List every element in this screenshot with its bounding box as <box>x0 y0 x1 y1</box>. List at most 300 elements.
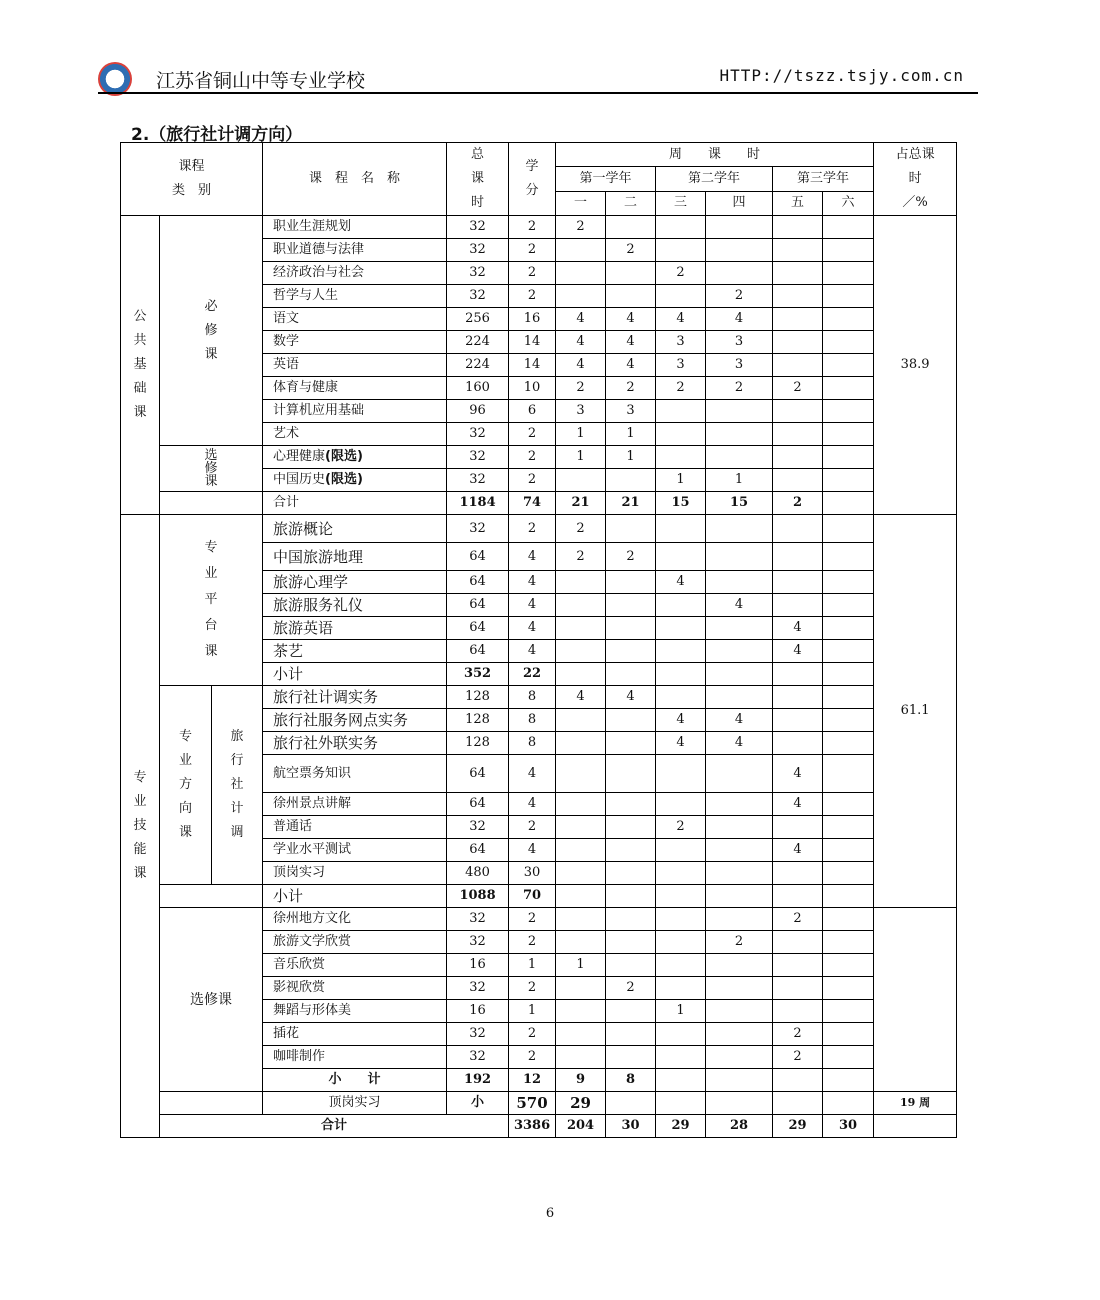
week-hours-cell <box>823 686 874 709</box>
week-hours-cell: 2 <box>706 377 773 400</box>
week-hours-cell: 六 <box>823 191 874 215</box>
total-hours: 128 <box>447 709 509 732</box>
week-hours-cell <box>706 663 773 686</box>
week-hours-cell: 4 <box>773 793 823 816</box>
week-hours-cell <box>823 885 874 908</box>
credits: 4 <box>509 594 556 617</box>
section-title: 2.（旅行社计调方向） <box>131 125 303 145</box>
week-hours-cell <box>874 1115 957 1138</box>
week-hours-cell <box>773 885 823 908</box>
course-name <box>263 469 447 492</box>
total-hours: 64 <box>447 571 509 594</box>
table-row <box>121 143 957 167</box>
total-hours: 32 <box>447 1046 509 1069</box>
course-name <box>263 446 447 469</box>
course-name: 旅行社外联实务 <box>263 732 447 755</box>
total-hours: 3386 <box>509 1115 556 1138</box>
week-hours-cell <box>606 262 656 285</box>
week-hours-cell: 29 <box>656 1115 706 1138</box>
week-hours-cell: 2 <box>773 377 823 400</box>
week-hours-cell <box>773 594 823 617</box>
course-name: 合计 <box>263 492 447 515</box>
week-hours-cell: 9 <box>556 1069 606 1092</box>
course-name: 影视欣赏 <box>263 977 447 1000</box>
curriculum-table-body <box>121 143 957 1138</box>
week-hours-cell <box>823 543 874 571</box>
week-hours-cell <box>773 423 823 446</box>
week-hours-cell: 2 <box>656 816 706 839</box>
blank-cell <box>874 908 957 1092</box>
credits: 8 <box>509 709 556 732</box>
week-hours-cell <box>773 262 823 285</box>
credits: 2 <box>509 423 556 446</box>
total-hours: 32 <box>447 977 509 1000</box>
week-hours-cell: 3 <box>656 331 706 354</box>
course-name: 语文 <box>263 308 447 331</box>
week-hours-cell <box>656 1046 706 1069</box>
curriculum-table <box>120 142 957 1138</box>
category-elective-courses: 选修课 <box>160 908 263 1092</box>
credits: 2 <box>509 239 556 262</box>
week-hours-cell: 2 <box>773 1046 823 1069</box>
week-hours-cell <box>556 885 606 908</box>
week-hours-cell <box>706 816 773 839</box>
week-hours-cell <box>773 285 823 308</box>
school-emblem-icon <box>98 62 132 96</box>
week-hours-cell <box>656 908 706 931</box>
week-hours-cell <box>656 954 706 977</box>
week-hours-cell <box>556 755 606 793</box>
week-hours-cell: 4 <box>773 755 823 793</box>
week-hours-cell <box>773 1069 823 1092</box>
week-hours-cell: 2 <box>556 377 606 400</box>
week-hours-cell: 4 <box>556 354 606 377</box>
category-elective: 选 修 课 <box>160 446 263 492</box>
week-hours-cell <box>606 908 656 931</box>
total-hours: 32 <box>447 262 509 285</box>
credits: 2 <box>509 931 556 954</box>
header-year-3: 第三学年 <box>773 167 874 191</box>
total-hours: 192 <box>447 1069 509 1092</box>
week-hours-cell <box>823 1046 874 1069</box>
header-category: 课程 类 别 <box>121 143 263 216</box>
week-hours-cell <box>556 908 606 931</box>
week-hours-cell <box>656 594 706 617</box>
credits: 2 <box>509 1046 556 1069</box>
percentage-public: 38.9 <box>874 216 957 515</box>
total-hours: 32 <box>447 469 509 492</box>
week-hours-cell <box>706 793 773 816</box>
table-row <box>121 492 957 515</box>
table-row <box>121 885 957 908</box>
week-hours-cell <box>656 686 706 709</box>
week-hours-cell: 28 <box>706 1115 773 1138</box>
total-hours: 32 <box>447 816 509 839</box>
credits: 2 <box>509 446 556 469</box>
week-hours-cell <box>823 793 874 816</box>
week-hours-cell <box>823 515 874 543</box>
week-hours-cell <box>773 469 823 492</box>
week-hours-cell <box>823 862 874 885</box>
week-hours-cell <box>773 543 823 571</box>
school-name: 江苏省铜山中等专业学校 <box>156 70 366 92</box>
course-name: 茶艺 <box>263 640 447 663</box>
credits: 30 <box>509 862 556 885</box>
week-hours-cell: 4 <box>706 308 773 331</box>
header-year-1: 第一学年 <box>556 167 656 191</box>
week-hours-cell <box>823 239 874 262</box>
credits: 8 <box>509 732 556 755</box>
week-hours-cell: 30 <box>823 1115 874 1138</box>
week-hours-cell <box>706 571 773 594</box>
week-hours-cell <box>606 285 656 308</box>
credits: 2 <box>509 262 556 285</box>
total-hours: 64 <box>447 617 509 640</box>
week-hours-cell <box>556 469 606 492</box>
week-hours-cell: 4 <box>556 686 606 709</box>
week-hours-cell <box>656 400 706 423</box>
header-weekly-hours: 周 课 时 <box>556 143 874 167</box>
week-hours-cell <box>606 663 656 686</box>
week-hours-cell: 4 <box>606 686 656 709</box>
week-hours-cell <box>823 308 874 331</box>
school-url[interactable]: HTTP://tszz.tsjy.com.cn <box>719 66 964 85</box>
credits: 2 <box>509 977 556 1000</box>
week-hours-cell <box>706 216 773 239</box>
total-hours: 16 <box>447 954 509 977</box>
course-name: 顶岗实习 <box>263 862 447 885</box>
blank-cell <box>160 1092 263 1115</box>
week-hours-cell <box>556 1023 606 1046</box>
week-hours-cell <box>656 1023 706 1046</box>
week-hours-cell <box>823 423 874 446</box>
week-hours-cell <box>656 885 706 908</box>
week-hours-cell <box>656 755 706 793</box>
total-hours: 小 <box>447 1092 509 1115</box>
week-hours-cell <box>823 732 874 755</box>
course-name: 徐州地方文化 <box>263 908 447 931</box>
week-hours-cell <box>823 285 874 308</box>
week-hours-cell <box>706 543 773 571</box>
course-name: 徐州景点讲解 <box>263 793 447 816</box>
week-hours-cell <box>823 1092 874 1115</box>
week-hours-cell <box>823 571 874 594</box>
week-hours-cell <box>556 285 606 308</box>
week-hours-cell <box>773 515 823 543</box>
table-row <box>121 515 957 543</box>
total-hours: 1088 <box>447 885 509 908</box>
credits: 2 <box>509 816 556 839</box>
credits: 1 <box>509 1000 556 1023</box>
week-hours-cell: 四 <box>706 191 773 215</box>
week-hours-cell: 8 <box>606 1069 656 1092</box>
week-hours-cell: 五 <box>773 191 823 215</box>
week-hours-cell <box>606 839 656 862</box>
week-hours-cell: 1 <box>556 954 606 977</box>
week-hours-cell <box>823 469 874 492</box>
week-hours-cell: 3 <box>556 400 606 423</box>
week-hours-cell <box>656 216 706 239</box>
week-hours-cell <box>823 977 874 1000</box>
week-hours-cell <box>773 571 823 594</box>
course-name: 职业生涯规划 <box>263 216 447 239</box>
week-hours-cell <box>556 663 606 686</box>
week-hours-cell <box>823 617 874 640</box>
week-hours-cell <box>606 885 656 908</box>
total-hours: 224 <box>447 354 509 377</box>
total-hours: 32 <box>447 423 509 446</box>
week-hours-cell <box>773 1000 823 1023</box>
course-name: 音乐欣赏 <box>263 954 447 977</box>
week-hours-cell <box>556 1046 606 1069</box>
week-hours-cell <box>773 816 823 839</box>
week-hours-cell <box>706 839 773 862</box>
course-name: 小计 <box>263 885 447 908</box>
credits: 70 <box>509 885 556 908</box>
total-hours: 352 <box>447 663 509 686</box>
week-hours-cell <box>706 617 773 640</box>
credits: 4 <box>509 793 556 816</box>
credits: 14 <box>509 354 556 377</box>
week-hours-cell <box>656 793 706 816</box>
week-hours-cell: 4 <box>556 308 606 331</box>
week-hours-cell: 4 <box>706 732 773 755</box>
week-hours-cell <box>606 640 656 663</box>
week-hours-cell <box>773 400 823 423</box>
week-hours-cell <box>656 862 706 885</box>
week-hours-cell <box>606 594 656 617</box>
week-hours-cell <box>823 492 874 515</box>
credits: 22 <box>509 663 556 686</box>
week-hours-cell: 2 <box>556 515 606 543</box>
week-hours-cell <box>656 285 706 308</box>
total-hours: 32 <box>447 446 509 469</box>
week-hours-cell: 2 <box>606 377 656 400</box>
week-hours-cell <box>706 446 773 469</box>
category-public-basic: 公 共 基 础 课 <box>121 216 160 515</box>
week-hours-cell: 4 <box>606 331 656 354</box>
week-hours-cell <box>823 755 874 793</box>
week-hours-cell <box>823 262 874 285</box>
total-hours: 32 <box>447 908 509 931</box>
course-name: 数学 <box>263 331 447 354</box>
week-hours-cell <box>556 709 606 732</box>
credits: 2 <box>509 285 556 308</box>
week-hours-cell: 2 <box>606 977 656 1000</box>
week-hours-cell: 3 <box>656 354 706 377</box>
category-required: 必 修 课 <box>160 216 263 446</box>
week-hours-cell: 15 <box>706 492 773 515</box>
week-hours-cell <box>656 1092 706 1115</box>
week-hours-cell <box>606 216 656 239</box>
course-name: 旅游心理学 <box>263 571 447 594</box>
week-hours-cell <box>823 908 874 931</box>
week-hours-cell <box>606 515 656 543</box>
week-hours-cell <box>706 755 773 793</box>
week-hours-cell <box>656 423 706 446</box>
week-hours-cell: 1 <box>606 446 656 469</box>
restricted-tag: (限选) <box>325 449 363 464</box>
credits: 4 <box>509 839 556 862</box>
week-hours-cell <box>706 885 773 908</box>
week-hours-cell: 4 <box>706 594 773 617</box>
week-hours-cell <box>606 617 656 640</box>
week-hours-cell <box>823 1000 874 1023</box>
week-hours-cell <box>706 954 773 977</box>
course-name: 经济政治与社会 <box>263 262 447 285</box>
week-hours-cell <box>823 354 874 377</box>
week-hours-cell <box>556 862 606 885</box>
week-hours-cell <box>823 400 874 423</box>
week-hours-cell <box>656 663 706 686</box>
week-hours-cell <box>556 977 606 1000</box>
week-hours-cell <box>656 239 706 262</box>
week-hours-cell <box>823 216 874 239</box>
week-hours-cell <box>773 354 823 377</box>
week-hours-cell <box>773 686 823 709</box>
week-hours-cell <box>823 640 874 663</box>
total-hours: 64 <box>447 640 509 663</box>
week-hours-cell <box>556 793 606 816</box>
credits: 570 <box>509 1092 556 1115</box>
week-hours-cell: 2 <box>706 285 773 308</box>
credits: 2 <box>509 515 556 543</box>
week-hours-cell: 2 <box>773 492 823 515</box>
week-hours-cell <box>656 446 706 469</box>
week-hours-cell <box>706 862 773 885</box>
week-hours-cell: 2 <box>656 377 706 400</box>
total-hours: 224 <box>447 331 509 354</box>
week-hours-cell: 4 <box>656 571 706 594</box>
week-hours-cell <box>556 816 606 839</box>
credits: 8 <box>509 686 556 709</box>
total-hours: 128 <box>447 686 509 709</box>
week-hours-cell <box>606 732 656 755</box>
week-hours-cell: 29 <box>556 1092 606 1115</box>
percentage-professional: 61.1 <box>874 515 957 908</box>
week-hours-cell <box>773 1092 823 1115</box>
week-hours-cell: 2 <box>606 543 656 571</box>
week-hours-cell <box>773 239 823 262</box>
total-hours: 64 <box>447 594 509 617</box>
week-hours-cell <box>706 1046 773 1069</box>
total-hours: 64 <box>447 755 509 793</box>
page-header <box>98 60 978 94</box>
week-hours-cell <box>773 732 823 755</box>
week-hours-cell <box>556 640 606 663</box>
header-credits: 学 分 <box>509 143 556 216</box>
course-name: 咖啡制作 <box>263 1046 447 1069</box>
course-name: 中国旅游地理 <box>263 543 447 571</box>
week-hours-cell <box>606 862 656 885</box>
credits: 14 <box>509 331 556 354</box>
week-hours-cell <box>656 839 706 862</box>
week-hours-cell <box>606 816 656 839</box>
course-name: 顶岗实习 <box>263 1092 447 1115</box>
week-hours-cell <box>706 640 773 663</box>
week-hours-cell: 4 <box>773 839 823 862</box>
week-hours-cell <box>823 709 874 732</box>
credits: 4 <box>509 571 556 594</box>
credits: 16 <box>509 308 556 331</box>
category-travel-agency: 旅 行 社 计 调 <box>212 686 263 885</box>
week-hours-cell <box>556 617 606 640</box>
week-hours-cell <box>656 617 706 640</box>
credits: 204 <box>556 1115 606 1138</box>
week-hours-cell <box>823 377 874 400</box>
week-hours-cell <box>773 663 823 686</box>
week-hours-cell <box>823 331 874 354</box>
week-hours-cell <box>706 686 773 709</box>
table-row <box>121 446 957 469</box>
table-row <box>121 686 957 709</box>
week-hours-cell: 2 <box>606 239 656 262</box>
total-hours: 32 <box>447 239 509 262</box>
week-hours-cell <box>773 977 823 1000</box>
week-hours-cell: 4 <box>606 354 656 377</box>
week-hours-cell <box>773 308 823 331</box>
week-hours-cell: 4 <box>656 308 706 331</box>
week-hours-cell: 2 <box>556 543 606 571</box>
week-hours-cell <box>656 543 706 571</box>
week-hours-cell <box>606 1092 656 1115</box>
week-hours-cell: 21 <box>606 492 656 515</box>
week-hours-cell <box>706 1000 773 1023</box>
week-hours-cell: 4 <box>706 709 773 732</box>
week-hours-cell <box>606 469 656 492</box>
credits: 74 <box>509 492 556 515</box>
credits: 10 <box>509 377 556 400</box>
blank-cell <box>160 885 263 908</box>
header-course-name: 课 程 名 称 <box>263 143 447 216</box>
week-hours-cell: 4 <box>656 709 706 732</box>
week-hours-cell: 三 <box>656 191 706 215</box>
header-rule <box>98 92 978 94</box>
week-hours-cell <box>656 1069 706 1092</box>
week-hours-cell <box>823 446 874 469</box>
week-hours-cell <box>556 571 606 594</box>
table-row <box>121 1115 957 1138</box>
total-hours: 480 <box>447 862 509 885</box>
week-hours-cell: 1 <box>606 423 656 446</box>
credits: 2 <box>509 216 556 239</box>
header-percentage: 占总课 时 ／% <box>874 143 957 216</box>
week-hours-cell <box>656 515 706 543</box>
credits: 1 <box>509 954 556 977</box>
total-hours: 16 <box>447 1000 509 1023</box>
week-hours-cell <box>823 816 874 839</box>
week-hours-cell <box>706 400 773 423</box>
credits: 12 <box>509 1069 556 1092</box>
week-hours-cell <box>823 1069 874 1092</box>
week-hours-cell <box>773 216 823 239</box>
week-hours-cell <box>556 931 606 954</box>
week-hours-cell: 2 <box>656 262 706 285</box>
week-hours-cell <box>656 977 706 1000</box>
header-year-2: 第二学年 <box>656 167 773 191</box>
week-hours-cell <box>773 446 823 469</box>
total-hours: 32 <box>447 216 509 239</box>
grand-total-label: 合计 <box>160 1115 509 1138</box>
week-hours-cell: 4 <box>656 732 706 755</box>
week-hours-cell <box>706 977 773 1000</box>
week-hours-cell <box>823 594 874 617</box>
week-hours-cell <box>556 262 606 285</box>
course-name: 旅行社计调实务 <box>263 686 447 709</box>
week-hours-cell <box>823 931 874 954</box>
week-hours-cell: 1 <box>706 469 773 492</box>
course-name-text: 心理健康 <box>273 449 326 464</box>
